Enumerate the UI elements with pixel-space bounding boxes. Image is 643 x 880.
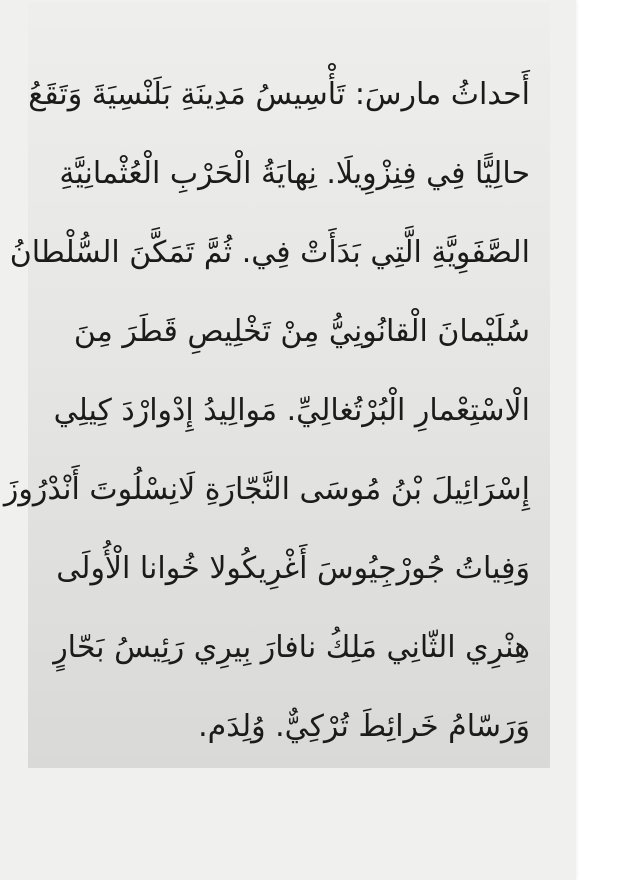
text-line: الصَّفَوِيَّةِ الَّتِي بَدَأَتْ فِي. ثُمَّ تَمَكَّنَ السُّلْطانُ — [9, 235, 530, 270]
text-line: وَرَسّامُ خَرائِطَ تُرْكِيٌّ. وُلِدَم. — [198, 709, 530, 744]
text-line: وَفِياتُ جُورْجِيُوسَ أَغْرِيكُولا خُوانا الْأُولَى — [56, 551, 530, 586]
arabic-paragraph — [3, 55, 530, 766]
text-line: حالِيًّا فِي فِنِزْوِيلَا. نِهايَةُ الْحَرْبِ الْعُثْمانِيَّةِ — [59, 156, 530, 191]
text-line: الْاسْتِعْمارِ الْبُرْتُغالِيِّ. مَوالِيدُ إِدْوارْدَ كِيلِي — [53, 393, 530, 428]
text-panel — [3, 3, 550, 768]
text-line: سُلَيْمانَ الْقانُونِيُّ مِنْ تَخْلِيصِ قَطَرَ مِنَ — [73, 314, 530, 349]
text-line: أَحداثُ مارسَ: تَأْسِيسُ مَدِينَةِ بَلَنْسِيَةَ وَتَقَعُ — [28, 77, 530, 112]
text-line: إِسْرَائِيلَ بْنُ مُوسَى النَّجّارَةِ لَانِسْلُوتَ أَنْدْرُوزَ — [3, 472, 530, 507]
text-line: هِنْرِي الثّانِي مَلِكُ نافارَ بِيرِي رَئِيسُ بَحّارٍ — [53, 630, 530, 665]
